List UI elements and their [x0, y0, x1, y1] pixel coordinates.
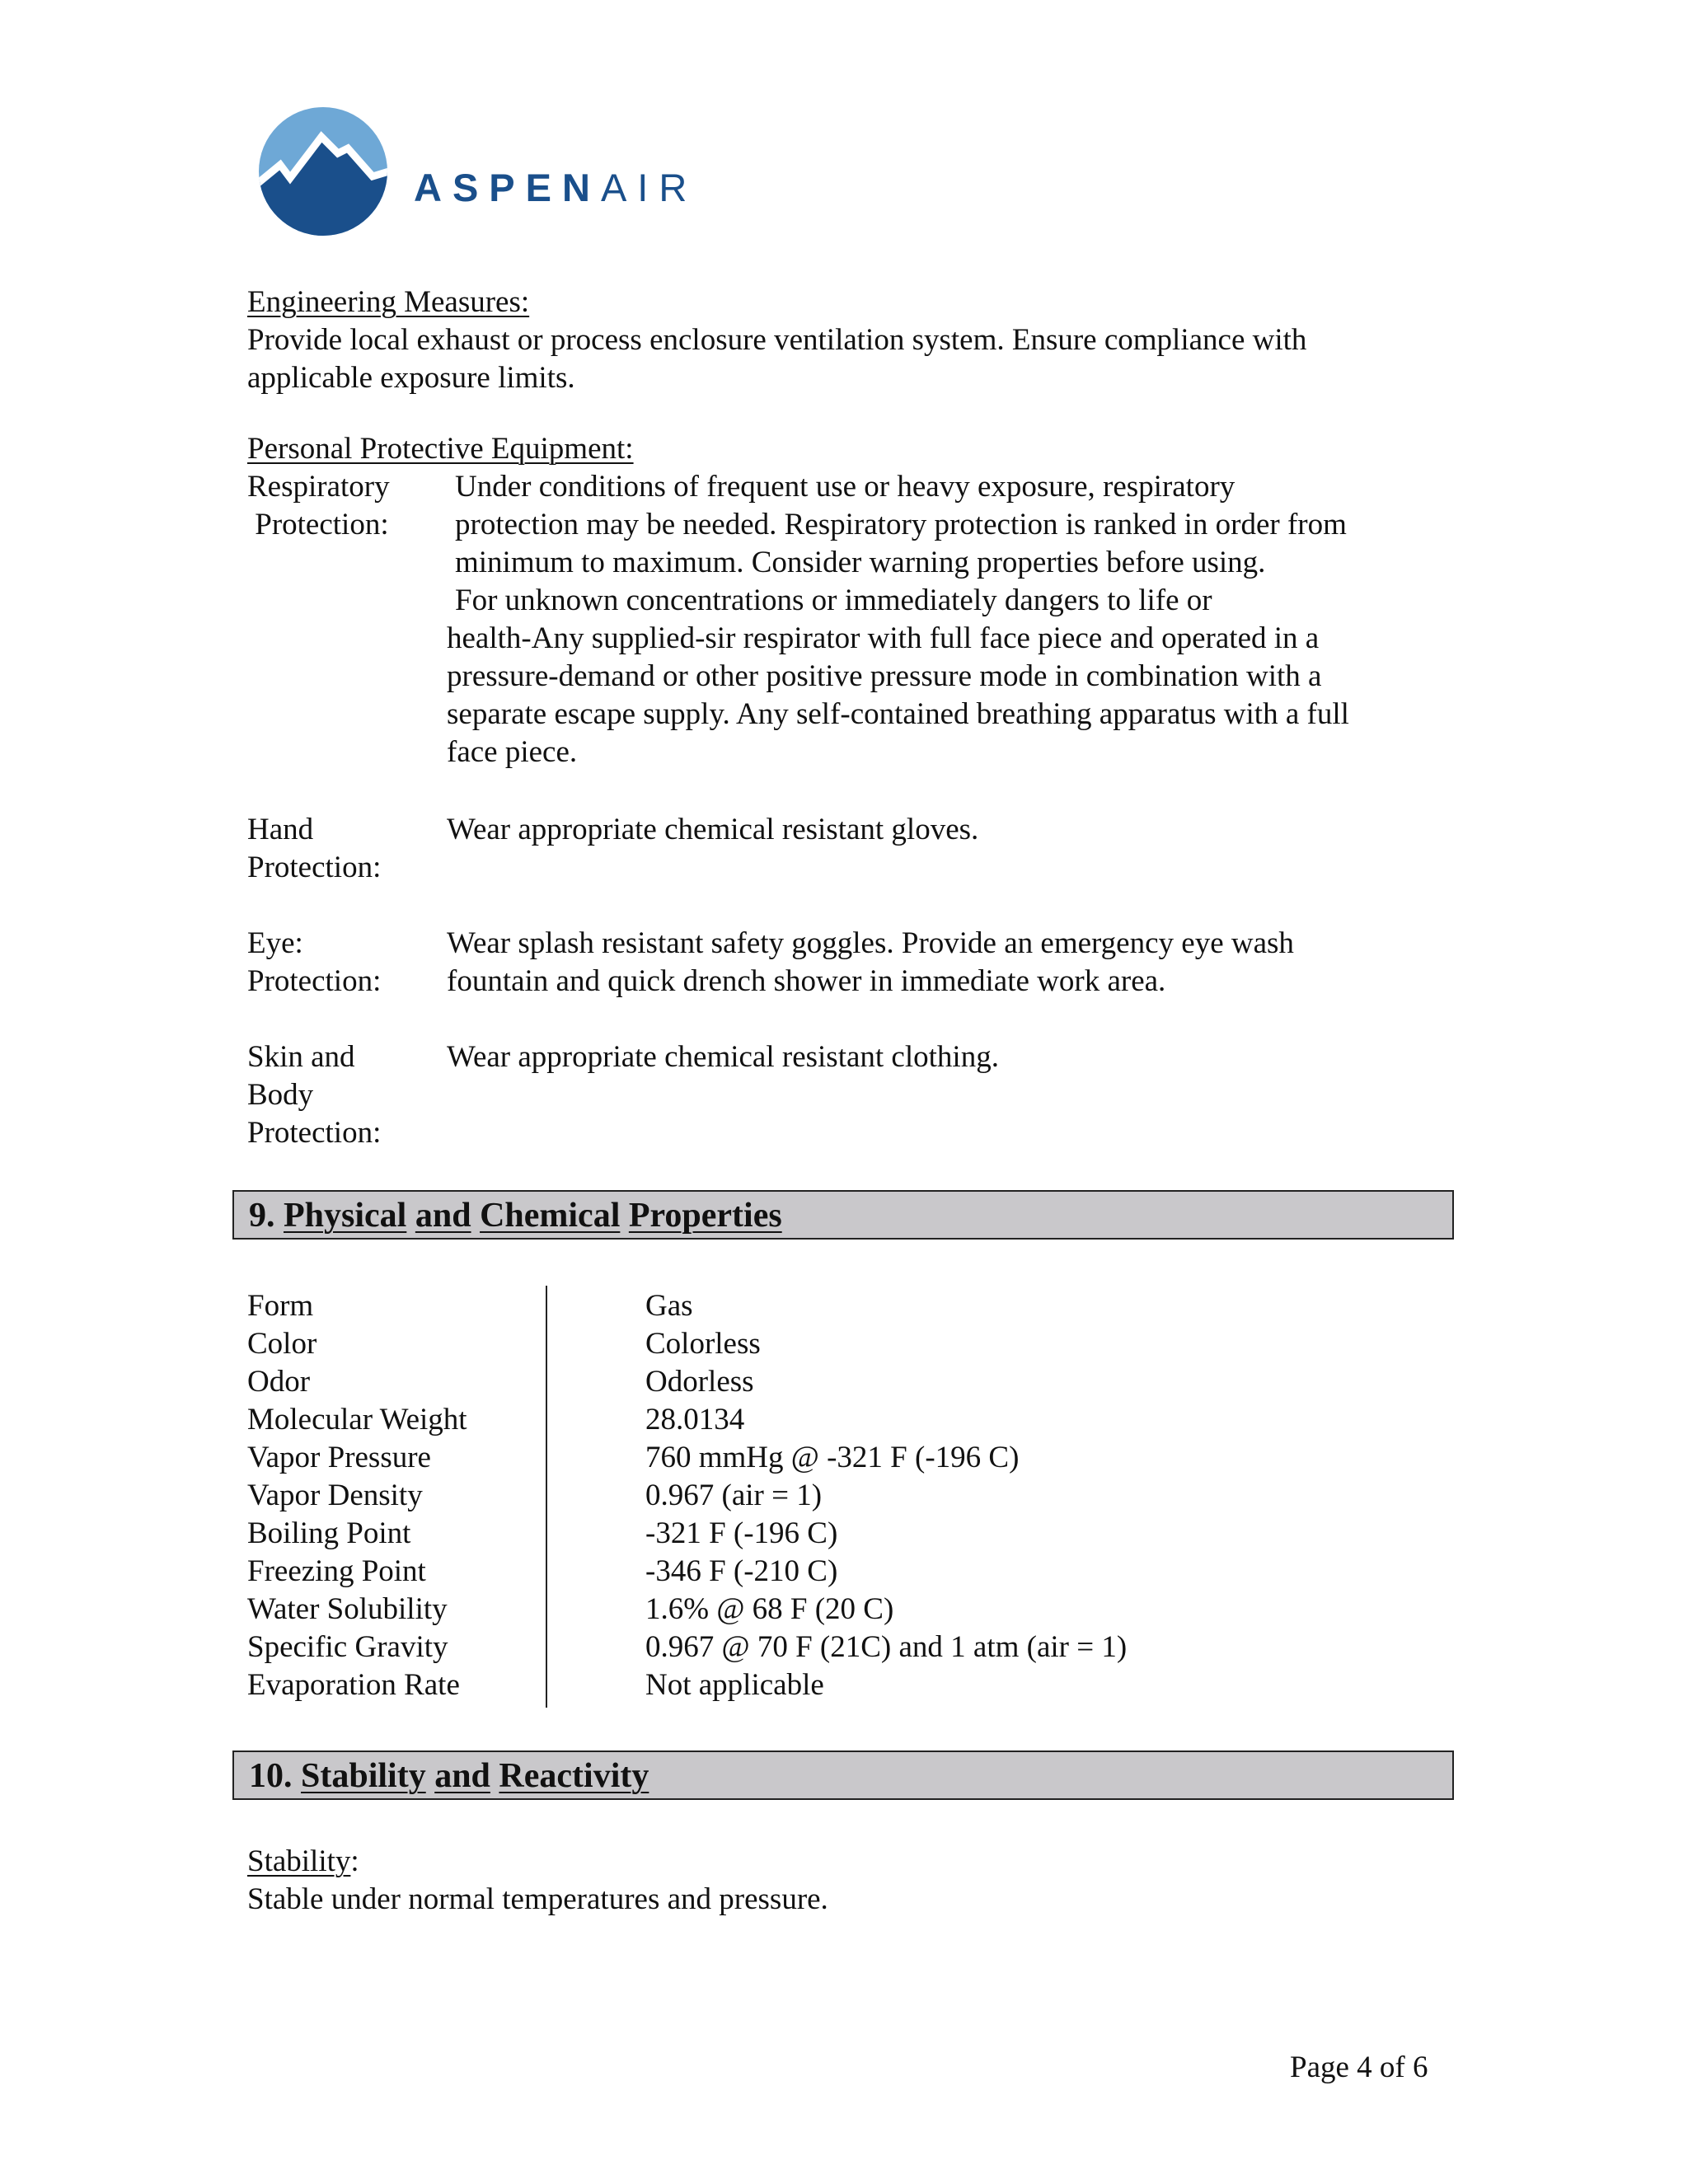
page-number: Page 4 of 6 [1290, 2050, 1428, 2084]
stability-heading: Stability [247, 1844, 351, 1878]
respiratory-label-line-2: Protection: [247, 508, 389, 541]
property-value: 0.967 (air = 1) [645, 1479, 823, 1512]
mountain-logo-icon [257, 105, 397, 237]
property-row [247, 1629, 1236, 1666]
respiratory-text-line-1: Under conditions of frequent use or heavy exposure, respiratory [455, 470, 1236, 504]
property-value: Not applicable [645, 1668, 824, 1702]
property-value: 0.967 @ 70 F (21C) and 1 atm (air = 1) [645, 1630, 1128, 1664]
respiratory-label-line-1: Respiratory [247, 470, 390, 504]
property-row [247, 1287, 1236, 1325]
section-10-word-3: Reactivity [499, 1757, 649, 1795]
property-value: -346 F (-210 C) [645, 1554, 838, 1588]
engineering-line-2: applicable exposure limits. [247, 361, 575, 395]
skin-label-line-3: Protection: [247, 1116, 382, 1150]
stability-heading-line [247, 1843, 359, 1881]
logo-wordmark [414, 165, 697, 210]
section-9-word-1: Physical [284, 1197, 407, 1235]
property-row [247, 1666, 1236, 1704]
section-9-word-4: Properties [628, 1197, 782, 1235]
ppe-heading: Personal Protective Equipment: [247, 432, 634, 466]
section-9-header [232, 1190, 1454, 1240]
property-name: Water Solubility [247, 1592, 448, 1626]
stability-heading-colon: : [350, 1844, 359, 1878]
section-10-header [232, 1750, 1454, 1800]
property-name: Color [247, 1327, 317, 1361]
hand-text: Wear appropriate chemical resistant gloves. [447, 813, 979, 846]
property-value: Gas [645, 1289, 693, 1323]
property-name: Form [247, 1289, 314, 1323]
property-row [247, 1439, 1236, 1477]
hand-label-line-2: Protection: [247, 851, 382, 884]
stability-text: Stable under normal temperatures and pressure. [247, 1882, 828, 1916]
section-9-word-2: and [415, 1197, 471, 1235]
property-value: Colorless [645, 1327, 761, 1361]
eye-text-line-2: fountain and quick drench shower in immediate work area. [447, 964, 1166, 998]
engineering-heading: Engineering Measures: [247, 285, 530, 319]
respiratory-text-line-3: minimum to maximum. Consider warning properties before using. [455, 546, 1266, 579]
property-row [247, 1363, 1236, 1401]
property-value: -321 F (-196 C) [645, 1516, 838, 1550]
property-name: Freezing Point [247, 1554, 426, 1588]
property-name: Odor [247, 1365, 311, 1399]
property-name: Molecular Weight [247, 1403, 467, 1436]
skin-text: Wear appropriate chemical resistant clothing. [447, 1040, 999, 1074]
property-name: Specific Gravity [247, 1630, 448, 1664]
property-row [247, 1401, 1236, 1439]
property-value: 28.0134 [645, 1403, 745, 1436]
respiratory-text-line-4: For unknown concentrations or immediately dangers to life or [455, 583, 1212, 617]
skin-label-line-1: Skin and [247, 1040, 355, 1074]
eye-label-line-1: Eye: [247, 926, 303, 960]
property-row [247, 1477, 1236, 1515]
property-row [247, 1553, 1236, 1591]
property-value: 760 mmHg @ -321 F (-196 C) [645, 1441, 1020, 1474]
section-10-word-1: Stability [301, 1757, 426, 1795]
respiratory-text-line-5: health-Any supplied-sir respirator with full face piece and operated in a [447, 621, 1320, 655]
respiratory-text-line-8: face piece. [447, 735, 578, 769]
property-name: Vapor Pressure [247, 1441, 431, 1474]
properties-table [247, 1287, 1236, 1704]
logo-brand-bold: ASPEN [414, 166, 601, 209]
respiratory-text-line-2: protection may be needed. Respiratory protection is ranked in order from [455, 508, 1347, 541]
eye-label-line-2: Protection: [247, 964, 382, 998]
property-row [247, 1325, 1236, 1363]
property-name: Evaporation Rate [247, 1668, 460, 1702]
respiratory-text-line-6: pressure-demand or other positive pressure mode in combination with a [447, 659, 1322, 693]
property-row [247, 1515, 1236, 1553]
section-10-title [249, 1756, 649, 1796]
property-value: 1.6% @ 68 F (20 C) [645, 1592, 894, 1626]
section-9-number: 9. [249, 1197, 275, 1235]
logo-brand-light: AIR [600, 166, 698, 209]
section-9-title [249, 1196, 782, 1235]
section-9-word-3: Chemical [480, 1197, 621, 1235]
eye-text-line-1: Wear splash resistant safety goggles. Provide an emergency eye wash [447, 926, 1294, 960]
respiratory-text-line-7: separate escape supply. Any self-contained breathing apparatus with a full [447, 697, 1349, 731]
skin-label-line-2: Body [247, 1078, 314, 1112]
property-value: Odorless [645, 1365, 754, 1399]
property-name: Vapor Density [247, 1479, 423, 1512]
property-row [247, 1591, 1236, 1629]
property-name: Boiling Point [247, 1516, 411, 1550]
section-10-word-2: and [434, 1757, 490, 1795]
section-10-number: 10. [249, 1757, 293, 1795]
aspenair-logo [257, 105, 719, 237]
engineering-line-1: Provide local exhaust or process enclosure ventilation system. Ensure compliance with [247, 323, 1307, 357]
hand-label-line-1: Hand [247, 813, 314, 846]
